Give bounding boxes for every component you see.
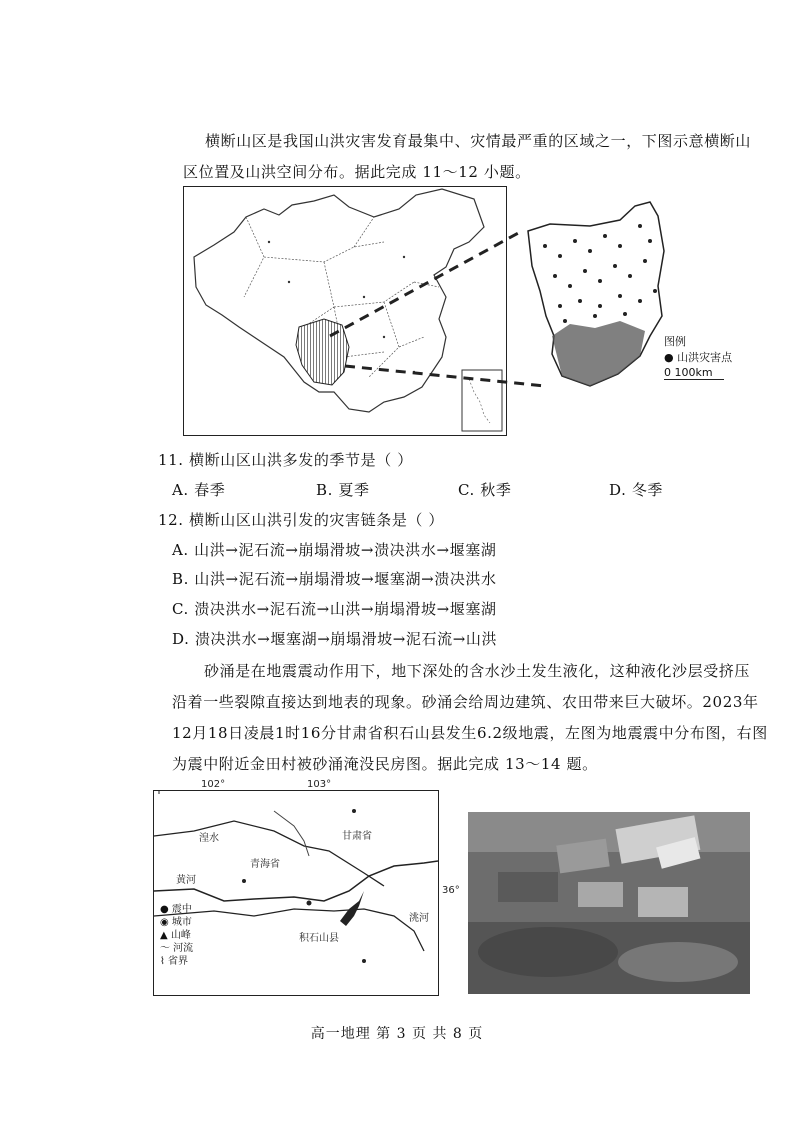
q11-option-b: B. 夏季 <box>316 481 370 499</box>
legend-item-label: 山洪灾害点 <box>677 351 733 364</box>
legend-item <box>664 349 732 365</box>
sand-boil-photo <box>468 812 750 994</box>
q12-option-b: B. 山洪→泥石流→崩塌滑坡→堰塞湖→溃决洪水 <box>172 570 497 588</box>
dot-icon: ● <box>664 351 674 364</box>
q11-option-d: D. 冬季 <box>609 481 664 499</box>
label-102: 102° <box>201 779 226 790</box>
intro-paragraph <box>183 126 751 188</box>
question-12-stem: 12. 横断山区山洪引发的灾害链条是（ ） <box>158 511 444 529</box>
q12-option-c: C. 溃决洪水→泥石流→山洪→崩塌滑坡→堰塞湖 <box>172 600 497 618</box>
legend2-item-3: ▲ 山峰 <box>160 930 191 941</box>
label-qinghai: 青海省 <box>250 859 280 870</box>
label-lat-36: 36° <box>442 885 460 896</box>
inset-legend <box>664 333 732 380</box>
scale-label: 0 100km <box>664 366 713 379</box>
q11-option-c: C. 秋季 <box>458 481 512 499</box>
photo-drawing <box>468 812 750 994</box>
legend-title: 图例 <box>664 335 686 348</box>
q12-option-a: A. 山洪→泥石流→崩塌滑坡→溃决洪水→堰塞湖 <box>172 541 497 559</box>
label-huanghe: 黄河 <box>176 875 196 886</box>
legend2-item-4: ～ 河流 <box>160 943 194 954</box>
label-county: 积石山县 <box>299 933 339 944</box>
sand-boil-passage <box>172 656 772 780</box>
passage2-line-4: 为震中附近金田村被砂涌淹没民房图。据此完成 13～14 题。 <box>172 755 598 773</box>
passage2-line-2: 沿着一些裂隙直接达到地表的现象。砂涌会给周边建筑、农田带来巨大破坏。2023年 <box>172 693 759 711</box>
passage2-line-3: 12月18日凌晨1时16分甘肃省积石山县发生6.2级地震，左图为地震震中分布图，右图 <box>172 724 768 742</box>
q11-option-a: A. 春季 <box>172 481 226 499</box>
passage2-line-1: 砂涌是在地震震动作用下，地下深处的含水沙土发生液化，这种液化沙层受挤压 <box>204 662 751 680</box>
epicenter-map-legend <box>160 903 193 968</box>
legend2-item-5: ⌇ 省界 <box>160 956 189 967</box>
question-11-stem: 11. 横断山区山洪多发的季节是（ ） <box>158 451 413 469</box>
page-footer: 高一地理 第 3 页 共 8 页 <box>310 1026 484 1042</box>
q12-option-d: D. 溃决洪水→堰塞湖→崩塌滑坡→泥石流→山洪 <box>172 630 498 648</box>
scale-bar <box>664 366 724 380</box>
epicenter-map-drawing <box>154 791 438 995</box>
map-connector-and-inset <box>300 196 700 396</box>
label-huangshui: 湟水 <box>199 833 219 844</box>
legend2-item-1: ● 震中 <box>160 904 192 915</box>
label-103: 103° <box>307 779 332 790</box>
intro-line-1: 横断山区是我国山洪灾害发育最集中、灾情最严重的区域之一，下图示意横断山 <box>205 132 752 150</box>
legend2-item-2: ◉ 城市 <box>160 917 192 928</box>
intro-line-2: 区位置及山洪空间分布。据此完成 11～12 小题。 <box>183 163 531 181</box>
label-taohe: 洮河 <box>409 913 429 924</box>
earthquake-epicenter-map <box>153 779 460 996</box>
label-gansu: 甘肃省 <box>342 831 372 842</box>
